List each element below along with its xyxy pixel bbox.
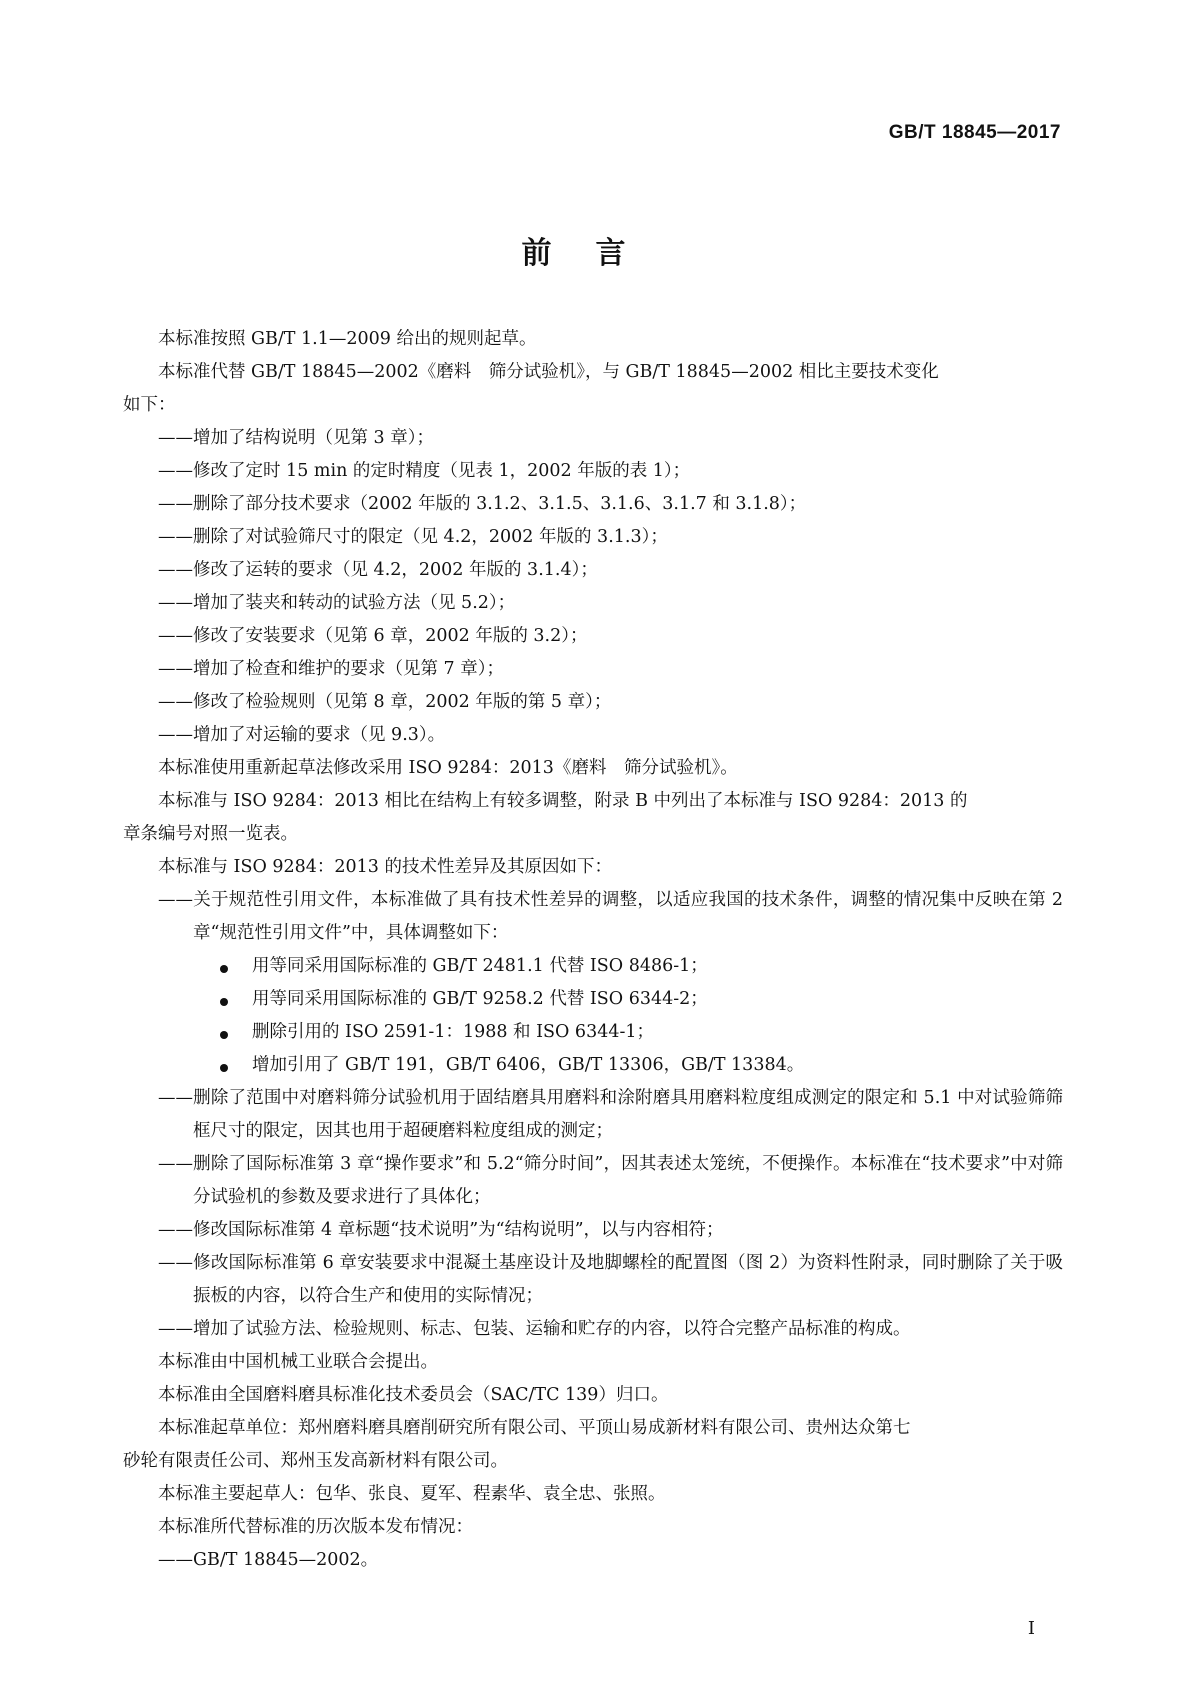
bullet-item: 用等同采用国际标准的 GB/T 2481.1 代替 ISO 8486-1；: [123, 950, 1063, 983]
list-item: ——增加了检查和维护的要求（见第 7 章）；: [158, 659, 505, 679]
list-item: ——修改了安装要求（见第 6 章，2002 年版的 3.2）；: [158, 626, 588, 646]
list-item: ——关于规范性引用文件，本标准做了具有技术性差异的调整，以适应我国的技术条件，调整的情况集中反映在第 2 章“规范性引用文件”中，具体调整如下：: [158, 890, 1063, 943]
bullet-item: 删除引用的 ISO 2591-1：1988 和 ISO 6344-1；: [123, 1016, 1063, 1049]
foreword-body: [123, 323, 1063, 1577]
paragraph: 本标准所代替标准的历次版本发布情况：: [158, 1517, 473, 1537]
paragraph: 本标准起草单位：郑州磨料磨具磨削研究所有限公司、平顶山易成新材料有限公司、贵州达众第七: [158, 1418, 911, 1438]
paragraph-continuation: 砂轮有限责任公司、郑州玉发高新材料有限公司。: [123, 1451, 508, 1471]
paragraph: 本标准由中国机械工业联合会提出。: [158, 1352, 438, 1372]
list-item: ——删除了范围中对磨料筛分试验机用于固结磨具用磨料和涂附磨具用磨料粒度组成测定的限定和 5.1 中对试验筛筛框尺寸的限定，因其也用于超硬磨料粒度组成的测定；: [158, 1088, 1063, 1141]
bullet-dot-icon: [220, 965, 228, 973]
bullet-item: 用等同采用国际标准的 GB/T 9258.2 代替 ISO 6344-2；: [123, 983, 1063, 1016]
paragraph: 本标准与 ISO 9284：2013 的技术性差异及其原因如下：: [158, 857, 613, 877]
list-item: ——修改了定时 15 min 的定时精度（见表 1，2002 年版的表 1）；: [158, 461, 691, 481]
list-item: ——修改国际标准第 4 章标题“技术说明”为“结构说明”，以与内容相符；: [158, 1220, 724, 1240]
bullet-dot-icon: [220, 1064, 228, 1072]
paragraph: 本标准由全国磨料磨具标准化技术委员会（SAC/TC 139）归口。: [158, 1385, 669, 1405]
list-item: ——增加了试验方法、检验规则、标志、包装、运输和贮存的内容，以符合完整产品标准的构成。: [158, 1319, 911, 1339]
list-item: ——增加了装夹和转动的试验方法（见 5.2）；: [158, 593, 516, 613]
list-item: ——增加了对运输的要求（见 9.3）。: [158, 725, 446, 745]
paragraph: 本标准使用重新起草法修改采用 ISO 9284：2013《磨料 筛分试验机》。: [158, 758, 738, 778]
list-item: ——增加了结构说明（见第 3 章）；: [158, 428, 435, 448]
bullet-dot-icon: [220, 998, 228, 1006]
page-number: I: [1027, 1618, 1035, 1639]
list-item: ——修改国际标准第 6 章安装要求中混凝土基座设计及地脚螺栓的配置图（图 2）为资料性附录，同时删除了关于吸振板的内容，以符合生产和使用的实际情况；: [158, 1253, 1063, 1306]
paragraph: 本标准代替 GB/T 18845—2002《磨料 筛分试验机》，与 GB/T 18845—2002 相比主要技术变化: [158, 362, 939, 382]
paragraph-continuation: 如下：: [123, 395, 176, 415]
list-item: ——删除了部分技术要求（2002 年版的 3.1.2、3.1.5、3.1.6、3.1.7 和 3.1.8）；: [158, 494, 807, 514]
bullet-dot-icon: [220, 1031, 228, 1039]
paragraph: 本标准主要起草人：包华、张良、夏军、程素华、袁全忠、张照。: [158, 1484, 666, 1504]
bullet-item: 增加引用了 GB/T 191，GB/T 6406，GB/T 13306，GB/T 13384。: [123, 1049, 1063, 1082]
page-title: 前言: [521, 236, 670, 271]
list-item: ——修改了运转的要求（见 4.2，2002 年版的 3.1.4）；: [158, 560, 598, 580]
list-item: ——修改了检验规则（见第 8 章，2002 年版的第 5 章）；: [158, 692, 612, 712]
list-item: ——GB/T 18845—2002。: [158, 1550, 379, 1570]
paragraph: 本标准与 ISO 9284：2013 相比在结构上有较多调整，附录 B 中列出了本标准与 ISO 9284：2013 的: [158, 791, 968, 811]
list-item: ——删除了国际标准第 3 章“操作要求”和 5.2“筛分时间”，因其表述太笼统，不便操作。本标准在“技术要求”中对筛分试验机的参数及要求进行了具体化；: [158, 1154, 1063, 1207]
paragraph-continuation: 章条编号对照一览表。: [123, 824, 298, 844]
list-item: ——删除了对试验筛尺寸的限定（见 4.2，2002 年版的 3.1.3）；: [158, 527, 668, 547]
paragraph: 本标准按照 GB/T 1.1—2009 给出的规则起草。: [158, 329, 537, 349]
standard-code: GB/T 18845—2017: [888, 122, 1061, 143]
